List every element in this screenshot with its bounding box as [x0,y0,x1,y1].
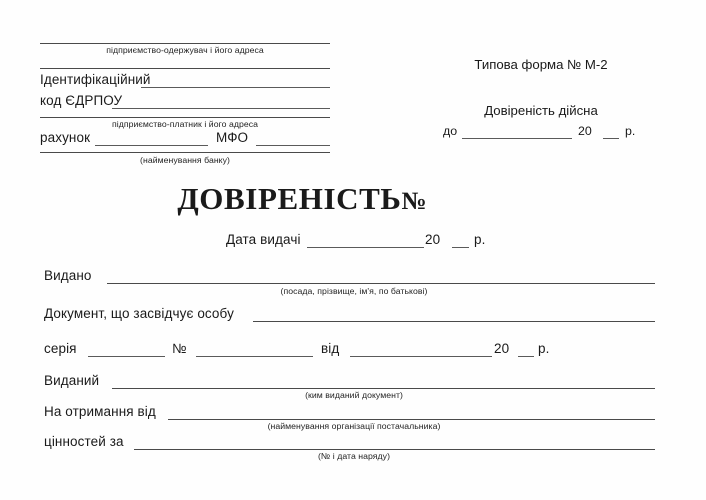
rule-values-for [134,449,655,450]
rule-bank-top [40,152,330,153]
label-document-number: № [172,341,187,356]
rule-issue-date [307,247,424,248]
series-year-suffix: р. [538,341,550,356]
label-series: серія [44,341,77,356]
caption-values-for: (№ і дата наряду) [317,451,391,461]
label-mfo: МФО [216,130,249,145]
rule-identification-field [141,87,330,88]
caption-receiver: підприємство-одержувач і його адреса [106,45,264,55]
label-date-from: від [321,341,340,356]
rule-receiver-top [40,43,330,44]
rule-account-field [95,145,208,146]
label-identification: Ідентифікаційний [40,72,151,87]
series-year-prefix: 20 [494,341,510,356]
label-issued-to: Видано [44,268,92,283]
rule-date-from-field [350,356,492,357]
rule-validity-year [603,138,619,139]
label-identity-document: Документ, що засвідчує особу [44,306,234,321]
caption-receive-from: (найменування організації постачальника) [267,421,441,431]
rule-document-number-field [196,356,313,357]
issue-date-label: Дата видачі [226,232,301,247]
issue-date-year-prefix: 20 [425,232,441,247]
validity-title: Довіреність дійсна [484,103,598,118]
caption-issued-to: (посада, прізвище, ім'я, по батькові) [280,286,428,296]
rule-issued-by [112,388,655,389]
caption-payer: підприємство-платник і його адреса [111,119,259,129]
form-type-label: Типова форма № М-2 [474,57,608,72]
page-title-text: ДОВІРЕНІСТЬ [177,181,402,216]
rule-edrpou-field [112,108,330,109]
rule-issue-date-year [452,247,469,248]
rule-receive-from [168,419,655,420]
validity-year-suffix: р. [625,124,636,138]
rule-series-field [88,356,165,357]
validity-until-label: до [443,124,458,138]
rule-issued-to [107,283,655,284]
rule-mfo-field [256,145,330,146]
caption-bank-name: (найменування банку) [140,155,230,165]
page-title [177,182,426,219]
rule-series-year [518,356,534,357]
caption-issued-by: (ким виданий документ) [305,390,403,400]
issue-date-year-suffix: р. [474,232,486,247]
label-values-for: цінностей за [44,434,124,449]
label-issued-by: Виданий [44,373,100,388]
rule-validity-date [462,138,572,139]
rule-payer-top [40,117,330,118]
label-receive-from: На отримання від [44,404,156,419]
label-edrpou-code: код ЄДРПОУ [40,93,123,108]
page-title-number-sign: № [401,188,427,215]
validity-year-prefix: 20 [578,124,592,138]
rule-receiver-bottom [40,68,330,69]
rule-identity-document [253,321,655,322]
label-account: рахунок [40,130,91,145]
